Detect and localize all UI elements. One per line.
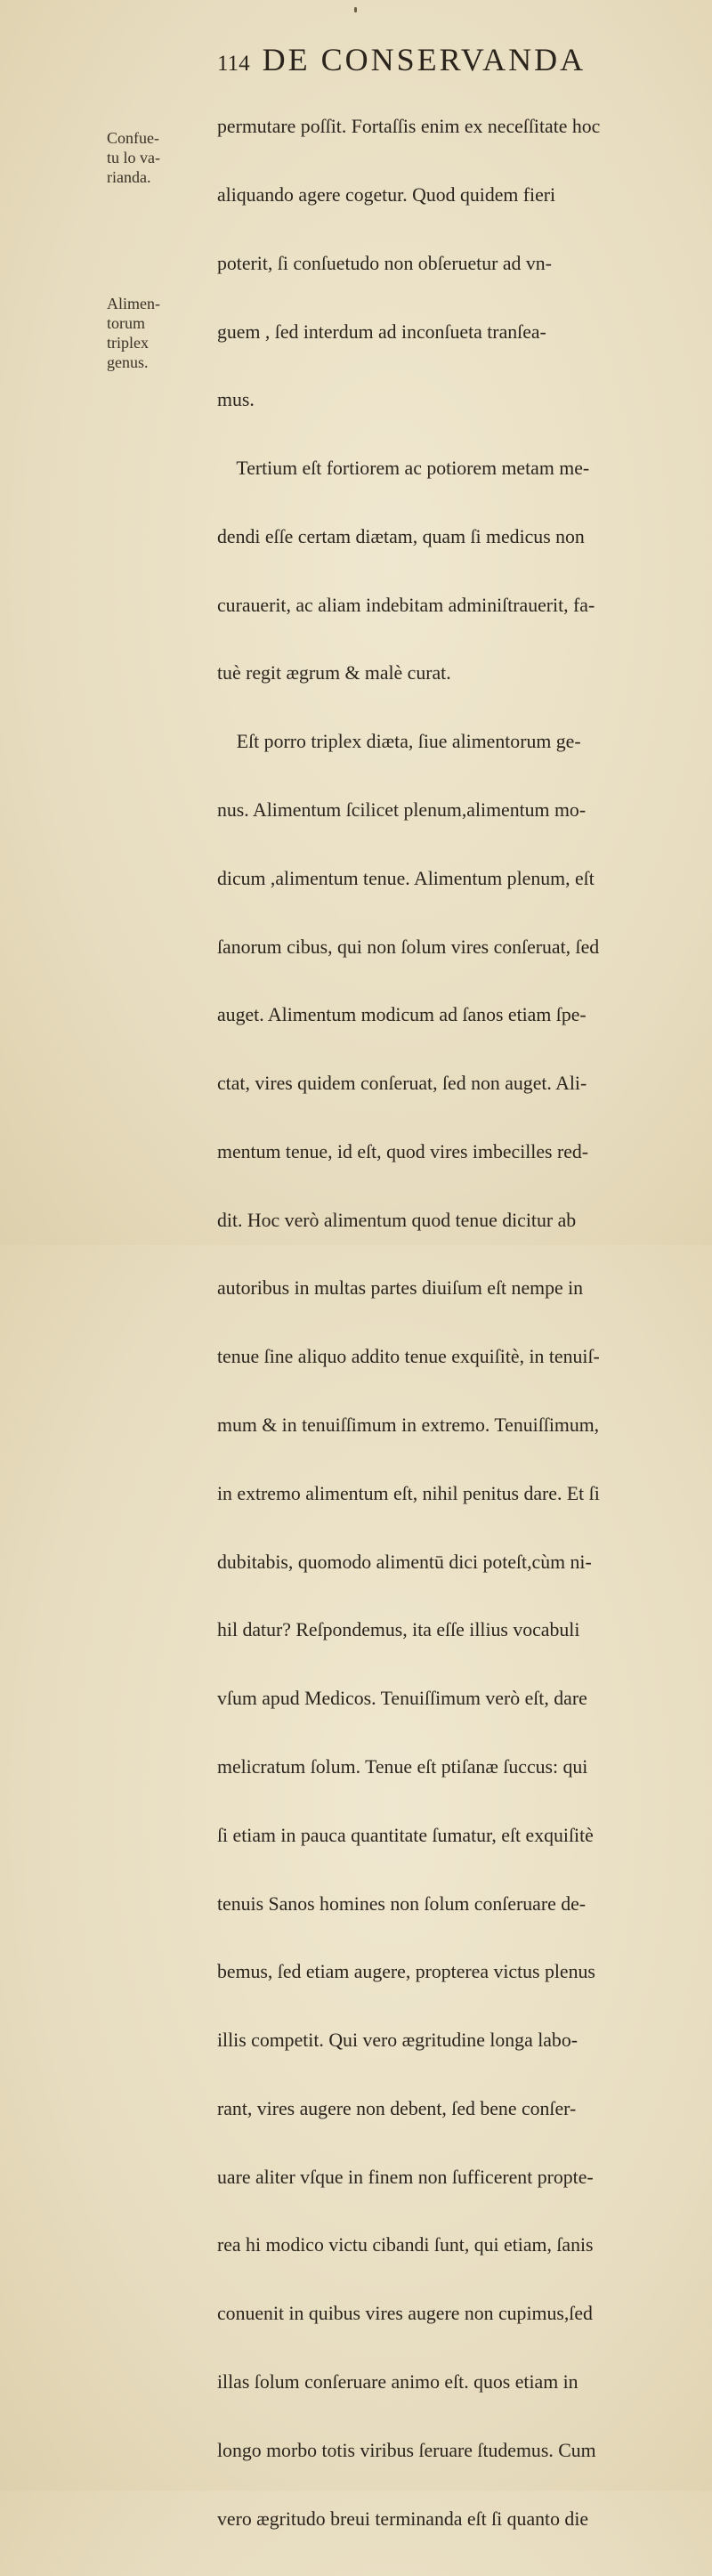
text-line: illas ſolum conſeruare animo eſt. quos etiam in — [217, 2370, 578, 2393]
text-line: mentum tenue, id eſt, quod vires imbecilles red- — [217, 1140, 589, 1162]
text-line: tenuis Sanos homines non ſolum conſeruare de- — [217, 1892, 587, 1915]
running-title: DE CONSERVANDA — [262, 42, 587, 77]
text-line: longo morbo totis viribus ſeruare ſtudemus. Cum — [217, 2439, 596, 2461]
margin-note-line: genus. — [107, 353, 149, 371]
text-line: hil datur? Reſpondemus, ita eſſe illius vocabuli — [217, 1619, 580, 1641]
margin-note-line: Confue- — [107, 129, 159, 147]
text-line: bemus, ſed etiam augere, propterea victus plenus — [217, 1961, 595, 1983]
text-line: auget. Alimentum modicum ad ſanos etiam ſpe- — [217, 1004, 587, 1026]
text-line: mum & in tenuiſſimum in extremo. Tenuiſſimum, — [217, 1414, 600, 1437]
text-line: tenue ſine aliquo addito tenue exquiſitè, in tenuiſ- — [217, 1346, 600, 1368]
text-line: guem , ſed interdum ad inconſueta tranſea- — [217, 320, 546, 343]
text-line: dicum ,alimentum tenue. Alimentum plenum, eſt — [217, 867, 595, 889]
text-line: dit. Hoc verò alimentum quod tenue dicitur ab — [217, 1209, 577, 1231]
margin-note-line: triplex — [107, 334, 149, 352]
page-number: 114 — [217, 52, 250, 76]
margin-note-consuetudo — [107, 128, 205, 187]
text-line: Eſt porro triplex diæta, ſiue alimentorum ge- — [217, 731, 581, 753]
text-line: Tertium eſt fortiorem ac potiorem metam me- — [217, 458, 590, 480]
text-line: dendi eſſe certam diætam, quam ſi medicus non — [217, 525, 585, 547]
text-line: autoribus in multas partes diuiſum eſt nempe in — [217, 1277, 584, 1300]
text-line: vſum apud Medicos. Tenuiſſimum verò eſt, dare — [217, 1688, 587, 1710]
margin-note-alimentorum — [107, 294, 205, 372]
text-line: melicratum ſolum. Tenue eſt ptiſanæ ſuccus: qui — [217, 1755, 588, 1778]
text-line: vero ægritudo breui terminanda eſt ſi quanto die — [217, 2507, 589, 2530]
text-line: ſanorum cibus, qui non ſolum vires conſeruat, ſed — [217, 936, 600, 958]
text-line: mus. — [217, 389, 255, 411]
text-line: poterit, ſi conſuetudo non obſeruetur ad vn- — [217, 252, 552, 274]
margin-note-line: torum — [107, 314, 145, 332]
text-line: rant, vires augere non debent, ſed bene conſer- — [217, 2097, 577, 2119]
text-line: illis competit. Qui vero ægritudine longa labo- — [217, 2029, 578, 2052]
margin-note-line: tu lo va- — [107, 149, 160, 166]
margin-note-line: rianda. — [107, 168, 151, 186]
text-line: in extremo alimentum eſt, nihil penitus dare. Et ſi — [217, 1482, 600, 1504]
text-line: rea hi modico victu cibandi ſunt, qui etiam, ſanis — [217, 2234, 594, 2256]
text-line: curauerit, ac aliam indebitam adminiſtrauerit, fa- — [217, 594, 595, 616]
text-line: conuenit in quibus vires augere non cupimus,ſed — [217, 2303, 593, 2325]
text-line: tuè regit ægrum & malè curat. — [217, 662, 451, 685]
ink-speck — [354, 7, 357, 12]
text-line: ctat, vires quidem conſeruat, ſed non auget. Ali- — [217, 1073, 587, 1095]
text-line: ſi etiam in pauca quantitate ſumatur, eſt exquiſitè — [217, 1824, 594, 1846]
body-text — [217, 70, 680, 2576]
text-line: permutare poſſit. Fortaſſis enim ex neceſſitate hoc — [217, 116, 601, 138]
text-line: nus. Alimentum ſcilicet plenum,alimentum mo- — [217, 799, 587, 821]
text-line: dubitabis, quomodo alimentū dici poteſt,cùm ni- — [217, 1551, 592, 1573]
margin-note-line: Alimen- — [107, 295, 160, 312]
text-line: aliquando agere cogetur. Quod quidem fieri — [217, 183, 556, 206]
text-line: uare aliter vſque in finem non ſufficerent propte- — [217, 2166, 594, 2188]
